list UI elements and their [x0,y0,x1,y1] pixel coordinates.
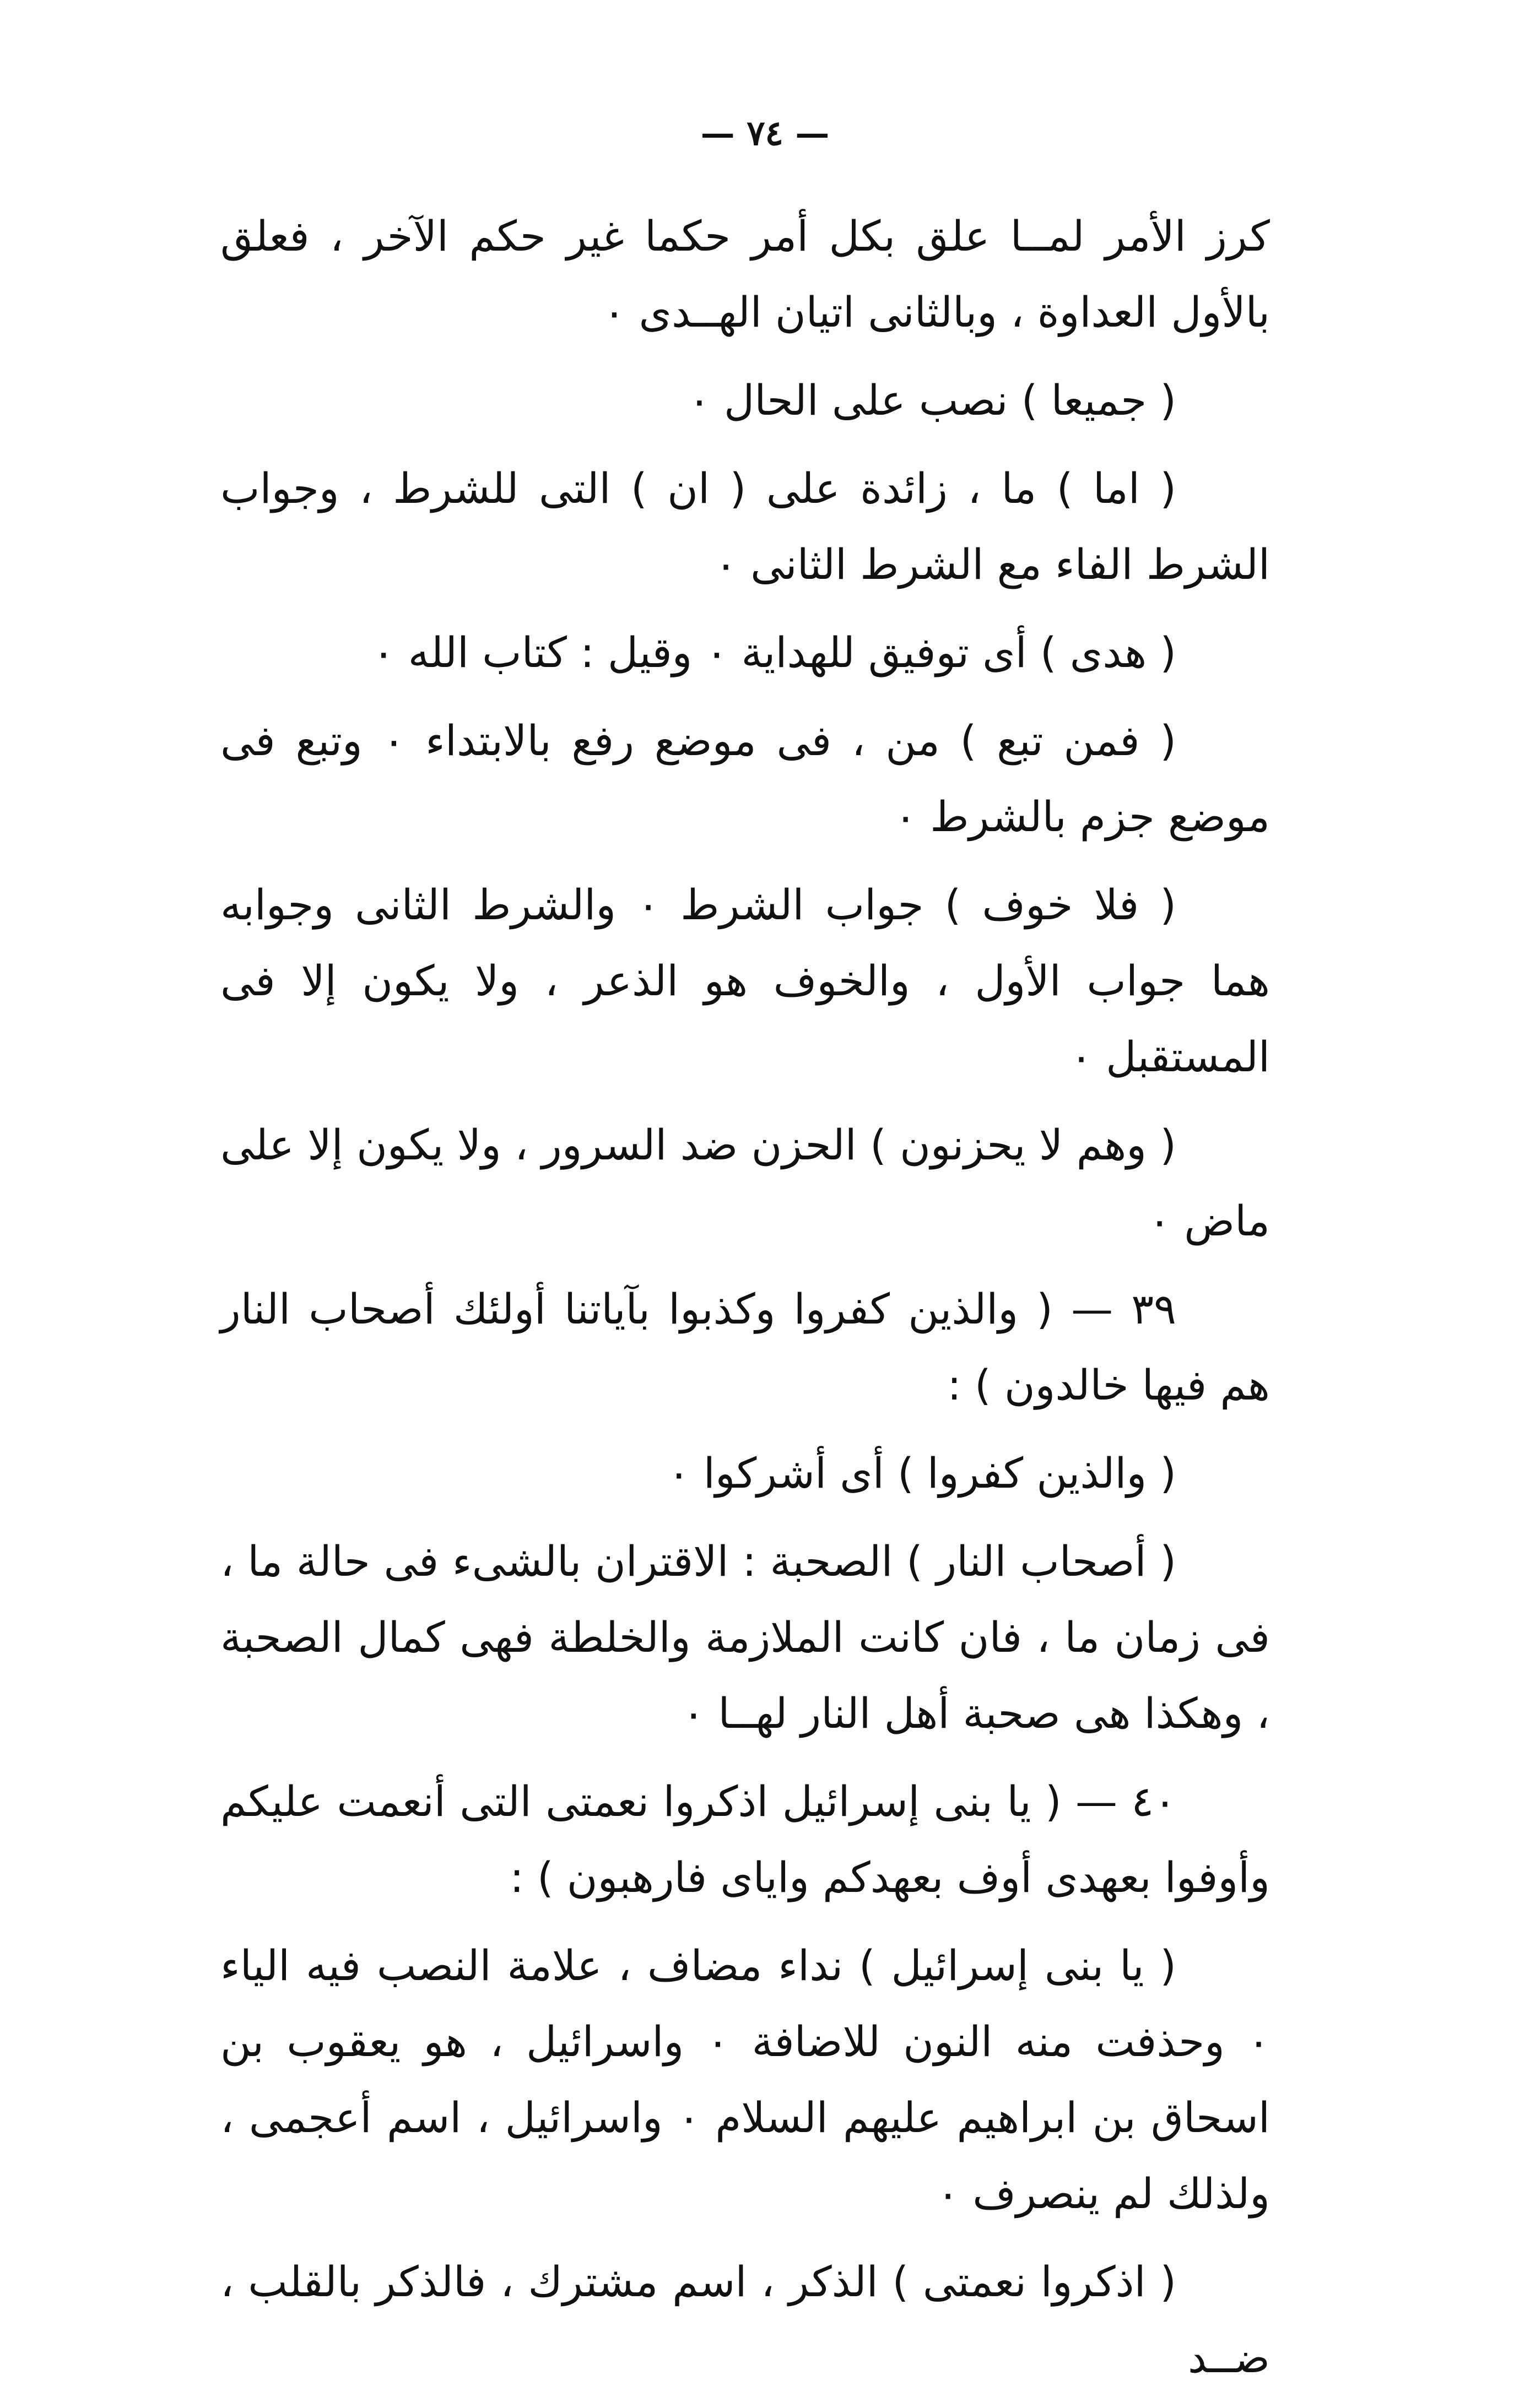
paragraph: ( فلا خوف ) جواب الشرط ٠ والشرط الثانى وجوابه هما جواب الأول ، والخوف هو الذعر ، ولا يكون إلا فى المستقبل ٠ [220,880,1270,1081]
paragraph: ( فمن تبع ) من ، فى موضع رفع بالابتداء ٠ وتبع فى موضع جزم بالشرط ٠ [220,716,1270,841]
paragraph: ( هدى ) أى توفيق للهداية ٠ وقيل : كتاب الله ٠ [372,628,1176,677]
page-number: — ٧٤ — [700,113,830,153]
paragraph: ٤٠ — ( يا بنى إسرائيل اذكروا نعمتى التى أنعمت عليكم وأوفوا بعهدى أوف بعهدكم واياى فارهبون ) : [220,1777,1270,1902]
text-body [220,198,1270,2408]
paragraph: ( وهم لا يحزنون ) الحزن ضد السرور ، ولا يكون إلا على ماض ٠ [220,1120,1270,1245]
paragraph: ( يا بنى إسرائيل ) نداء مضاف ، علامة النصب فيه الياء ٠ وحذفت منه النون للاضافة ٠ واسرائيل ، هو يعقوب بن اسحاق بن ابراهيم عليهم السلام ٠ واسرائيل ، اسم أعجمى ، ولذلك لم ينصرف ٠ [220,1941,1270,2218]
paragraph: ( جميعا ) نصب على الحال ٠ [688,376,1176,425]
paragraph: ( اذكروا نعمتى ) الذكر ، اسم مشترك ، فالذكر بالقلب ، ضــد [220,2257,1270,2382]
paragraph: ( اما ) ما ، زائدة على ( ان ) التى للشرط ، وجواب الشرط الفاء مع الشرط الثانى ٠ [220,464,1270,589]
paragraph: كرز الأمر لمــا علق بكل أمر حكما غير حكم الآخر ، فعلق بالأول العداوة ، وبالثانى اتيان الهــدى ٠ [220,211,1270,337]
paragraph: ٣٩ — ( والذين كفروا وكذبوا بآياتنا أولئك أصحاب النار هم فيها خالدون ) : [220,1284,1270,1409]
paragraph: ( أصحاب النار ) الصحبة : الاقتران بالشىء فى حالة ما ، فى زمان ما ، فان كانت الملازمة والخلطة فهى كمال الصحبة ، وهكذا هى صحبة أهل النار لهــا ٠ [220,1537,1270,1738]
paragraph: ( والذين كفروا ) أى أشركوا ٠ [667,1449,1176,1498]
